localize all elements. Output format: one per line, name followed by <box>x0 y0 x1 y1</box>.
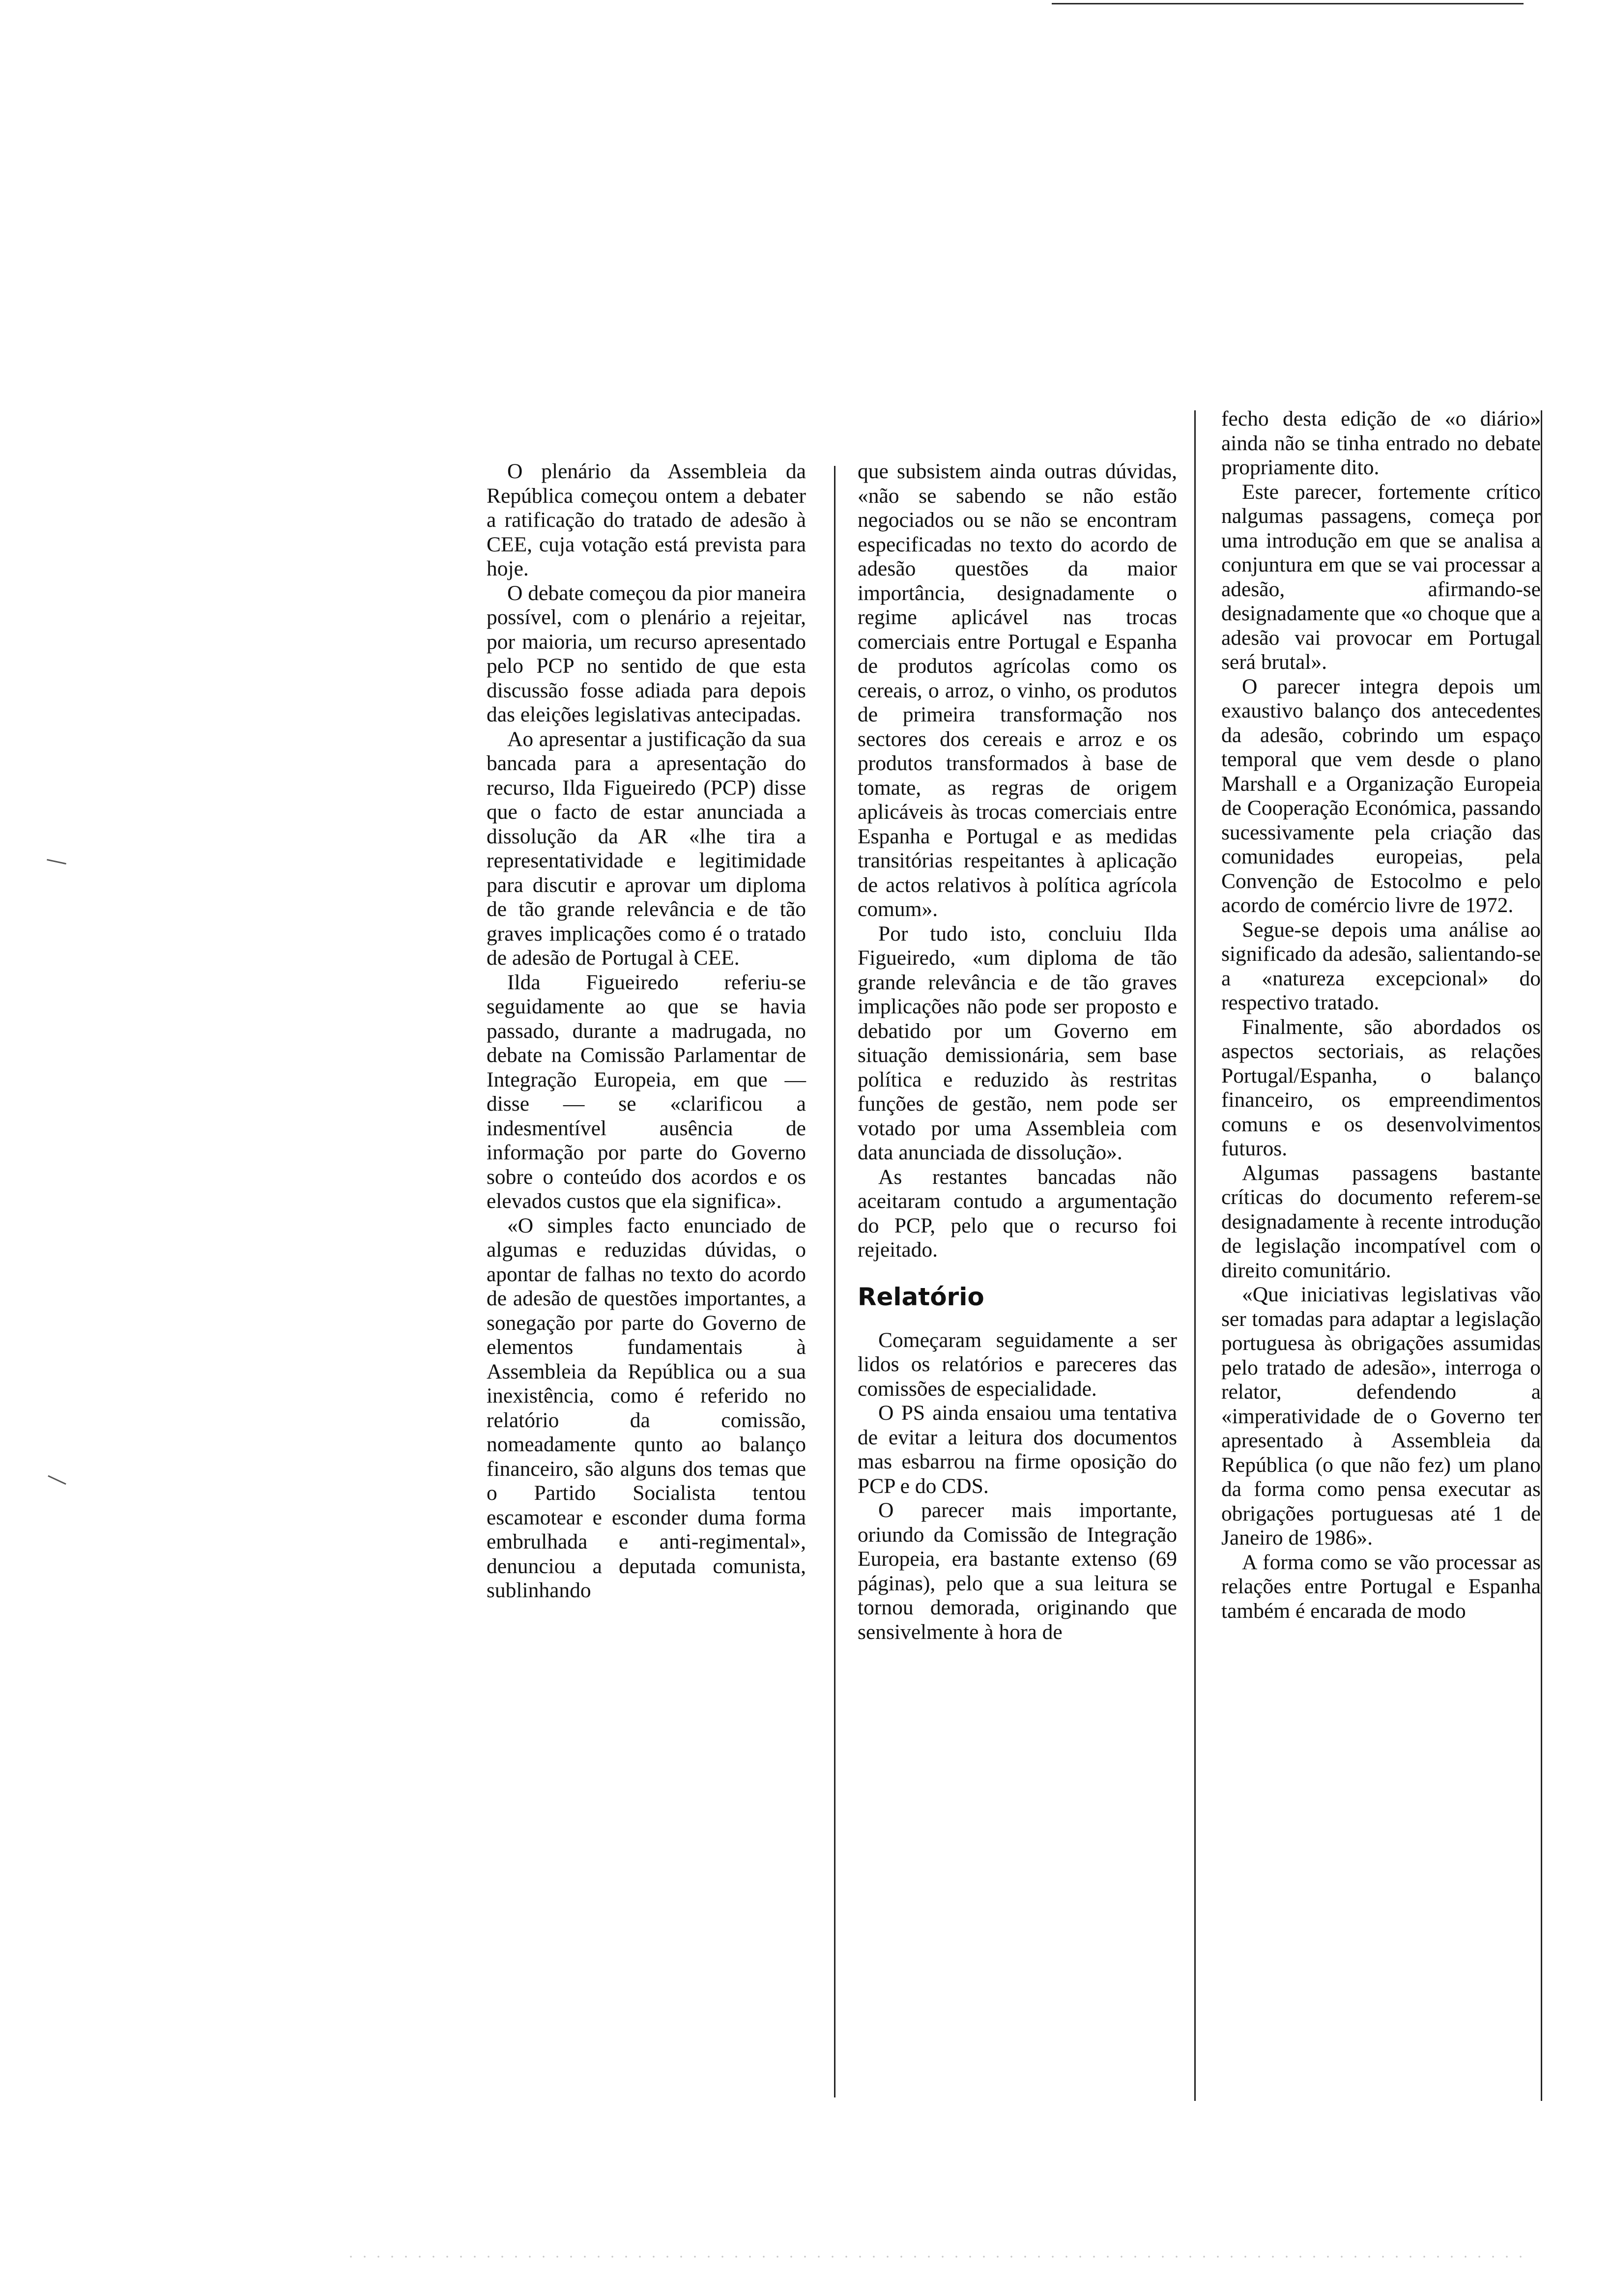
scan-mark <box>47 859 66 864</box>
paragraph: A forma como se vão processar as relações entre Portugal e Espanha também é encarada de modo <box>1221 1550 1541 1623</box>
article-column-3 <box>1221 407 1541 1623</box>
paragraph: fecho desta edição de «o diário» ainda não se tinha entrado no debate propriamente dito. <box>1221 407 1541 479</box>
paragraph: «O simples facto enunciado de algumas e reduzidas dúvidas, o apontar de falhas no texto do acordo de adesão de questões importantes, a sonegação por parte do Governo de elementos fundamentais à Assembleia da República ou a sua inexistência, como é referido no relatório da comissão, nomeadamente qunto ao balanço financeiro, são alguns dos temas que o Partido Socialista tentou escamotear e esconder duma forma embrulhada e anti-regimental», denunciou a deputada comunista, sublinhando <box>487 1213 806 1602</box>
paragraph: O debate começou da pior maneira possível, com o plenário a rejeitar, por maioria, um recurso apresentado pelo PCP no sentido de que esta discussão fosse adiada para depois das eleições legislativas antecipadas. <box>487 581 806 726</box>
paragraph: que subsistem ainda outras dúvidas, «não se sabendo se não estão negociados ou se não se encontram especificadas no texto do acordo de adesão questões da maior importância, designadamente o regime aplicável nas trocas comerciais entre Portugal e Espanha de produtos agrícolas como os cereais, o arroz, o vinho, os produtos de primeira transformação nos sectores dos cereais e arroz e os produtos transformados à base de tomate, as regras de origem aplicáveis às trocas comerciais entre Espanha e Portugal e as medidas transitórias respeitantes à aplicação de actos relativos à política agrícola comum». <box>858 459 1177 921</box>
scan-mark <box>48 1475 66 1485</box>
paragraph: O parecer integra depois um exaustivo balanço dos antecedentes da adesão, cobrindo um espaço temporal que vem desde o plano Marshall e a Organização Europeia de Cooperação Económica, passando sucessivamente pela criação das comunidades europeias, pela Convenção de Estocolmo e pelo acordo de comércio livre de 1972. <box>1221 674 1541 917</box>
paragraph: O plenário da Assembleia da República começou ontem a debater a ratificação do tratado de adesão à CEE, cuja votação está prevista para hoje. <box>487 459 806 580</box>
paragraph: «Que iniciativas legislativas vão ser tomadas para adaptar a legislação portuguesa às obrigações assumidas pelo tratado de adesão», interroga o relator, defendendo a «imperatividade de o Governo ter apresentado à Assembleia da República (o que não fez) um plano da forma como pensa executar as obrigações portuguesas até 1 de Janeiro de 1986». <box>1221 1283 1541 1550</box>
article-column-1 <box>487 459 806 1603</box>
paragraph: Começaram seguidamente a ser lidos os relatórios e pareceres das comissões de especialidade. <box>858 1328 1177 1401</box>
paragraph: Segue-se depois uma análise ao significado da adesão, salientando-se a «natureza excepcional» do respectivo tratado. <box>1221 918 1541 1014</box>
column-divider <box>1541 410 1542 2101</box>
article-column-2 <box>858 459 1177 1644</box>
top-border-rule <box>1052 3 1524 4</box>
paragraph: O PS ainda ensaiou uma tentativa de evitar a leitura dos documentos mas esbarrou na firme oposição do PCP e do CDS. <box>858 1401 1177 1498</box>
section-subheading: Relatório <box>858 1282 984 1311</box>
paragraph: As restantes bancadas não aceitaram contudo a argumentação do PCP, pelo que o recurso foi rejeitado. <box>858 1165 1177 1262</box>
column-divider <box>834 466 835 2097</box>
column-divider <box>1194 410 1196 2101</box>
paragraph: Algumas passagens bastante críticas do documento referem-se designadamente à recente introdução de legislação incompatível com o direito comunitário. <box>1221 1161 1541 1282</box>
scan-noise <box>344 2256 1524 2258</box>
paragraph: O parecer mais importante, oriundo da Comissão de Integração Europeia, era bastante extenso (69 páginas), pelo que a sua leitura se tornou demorada, originando que sensivelmente à hora de <box>858 1498 1177 1644</box>
paragraph: Este parecer, fortemente crítico nalgumas passagens, começa por uma introdução em que se analisa a conjuntura em que se vai processar a adesão, afirmando-se designadamente que «o choque que a adesão vai provocar em Portugal será brutal». <box>1221 480 1541 674</box>
paragraph: Ilda Figueiredo referiu-se seguidamente ao que se havia passado, durante a madrugada, no debate na Comissão Parlamentar de Integração Europeia, em que — disse — se «clarificou a indesmentível ausência de informação por parte do Governo sobre o conteúdo dos acordos e os elevados custos que ela significa». <box>487 970 806 1213</box>
paragraph: Por tudo isto, concluiu Ilda Figueiredo, «um diploma de tão grande relevância e de tão graves implicações não pode ser proposto e debatido por um Governo em situação demissionária, sem base política e reduzido às restritas funções de gestão, nem pode ser votado por uma Assembleia com data anunciada de dissolução». <box>858 921 1177 1164</box>
paragraph: Finalmente, são abordados os aspectos sectoriais, as relações Portugal/Espanha, o balanço financeiro, os empreendimentos comuns e os desenvolvimentos futuros. <box>1221 1015 1541 1160</box>
paragraph: Ao apresentar a justificação da sua bancada para a apresentação do recurso, Ilda Figueiredo (PCP) disse que o facto de estar anunciada a dissolução da AR «lhe tira a representatividade e legitimidade para discutir e aprovar um diploma de tão grande relevância e de tão graves implicações como é o tratado de adesão de Portugal à CEE. <box>487 727 806 970</box>
